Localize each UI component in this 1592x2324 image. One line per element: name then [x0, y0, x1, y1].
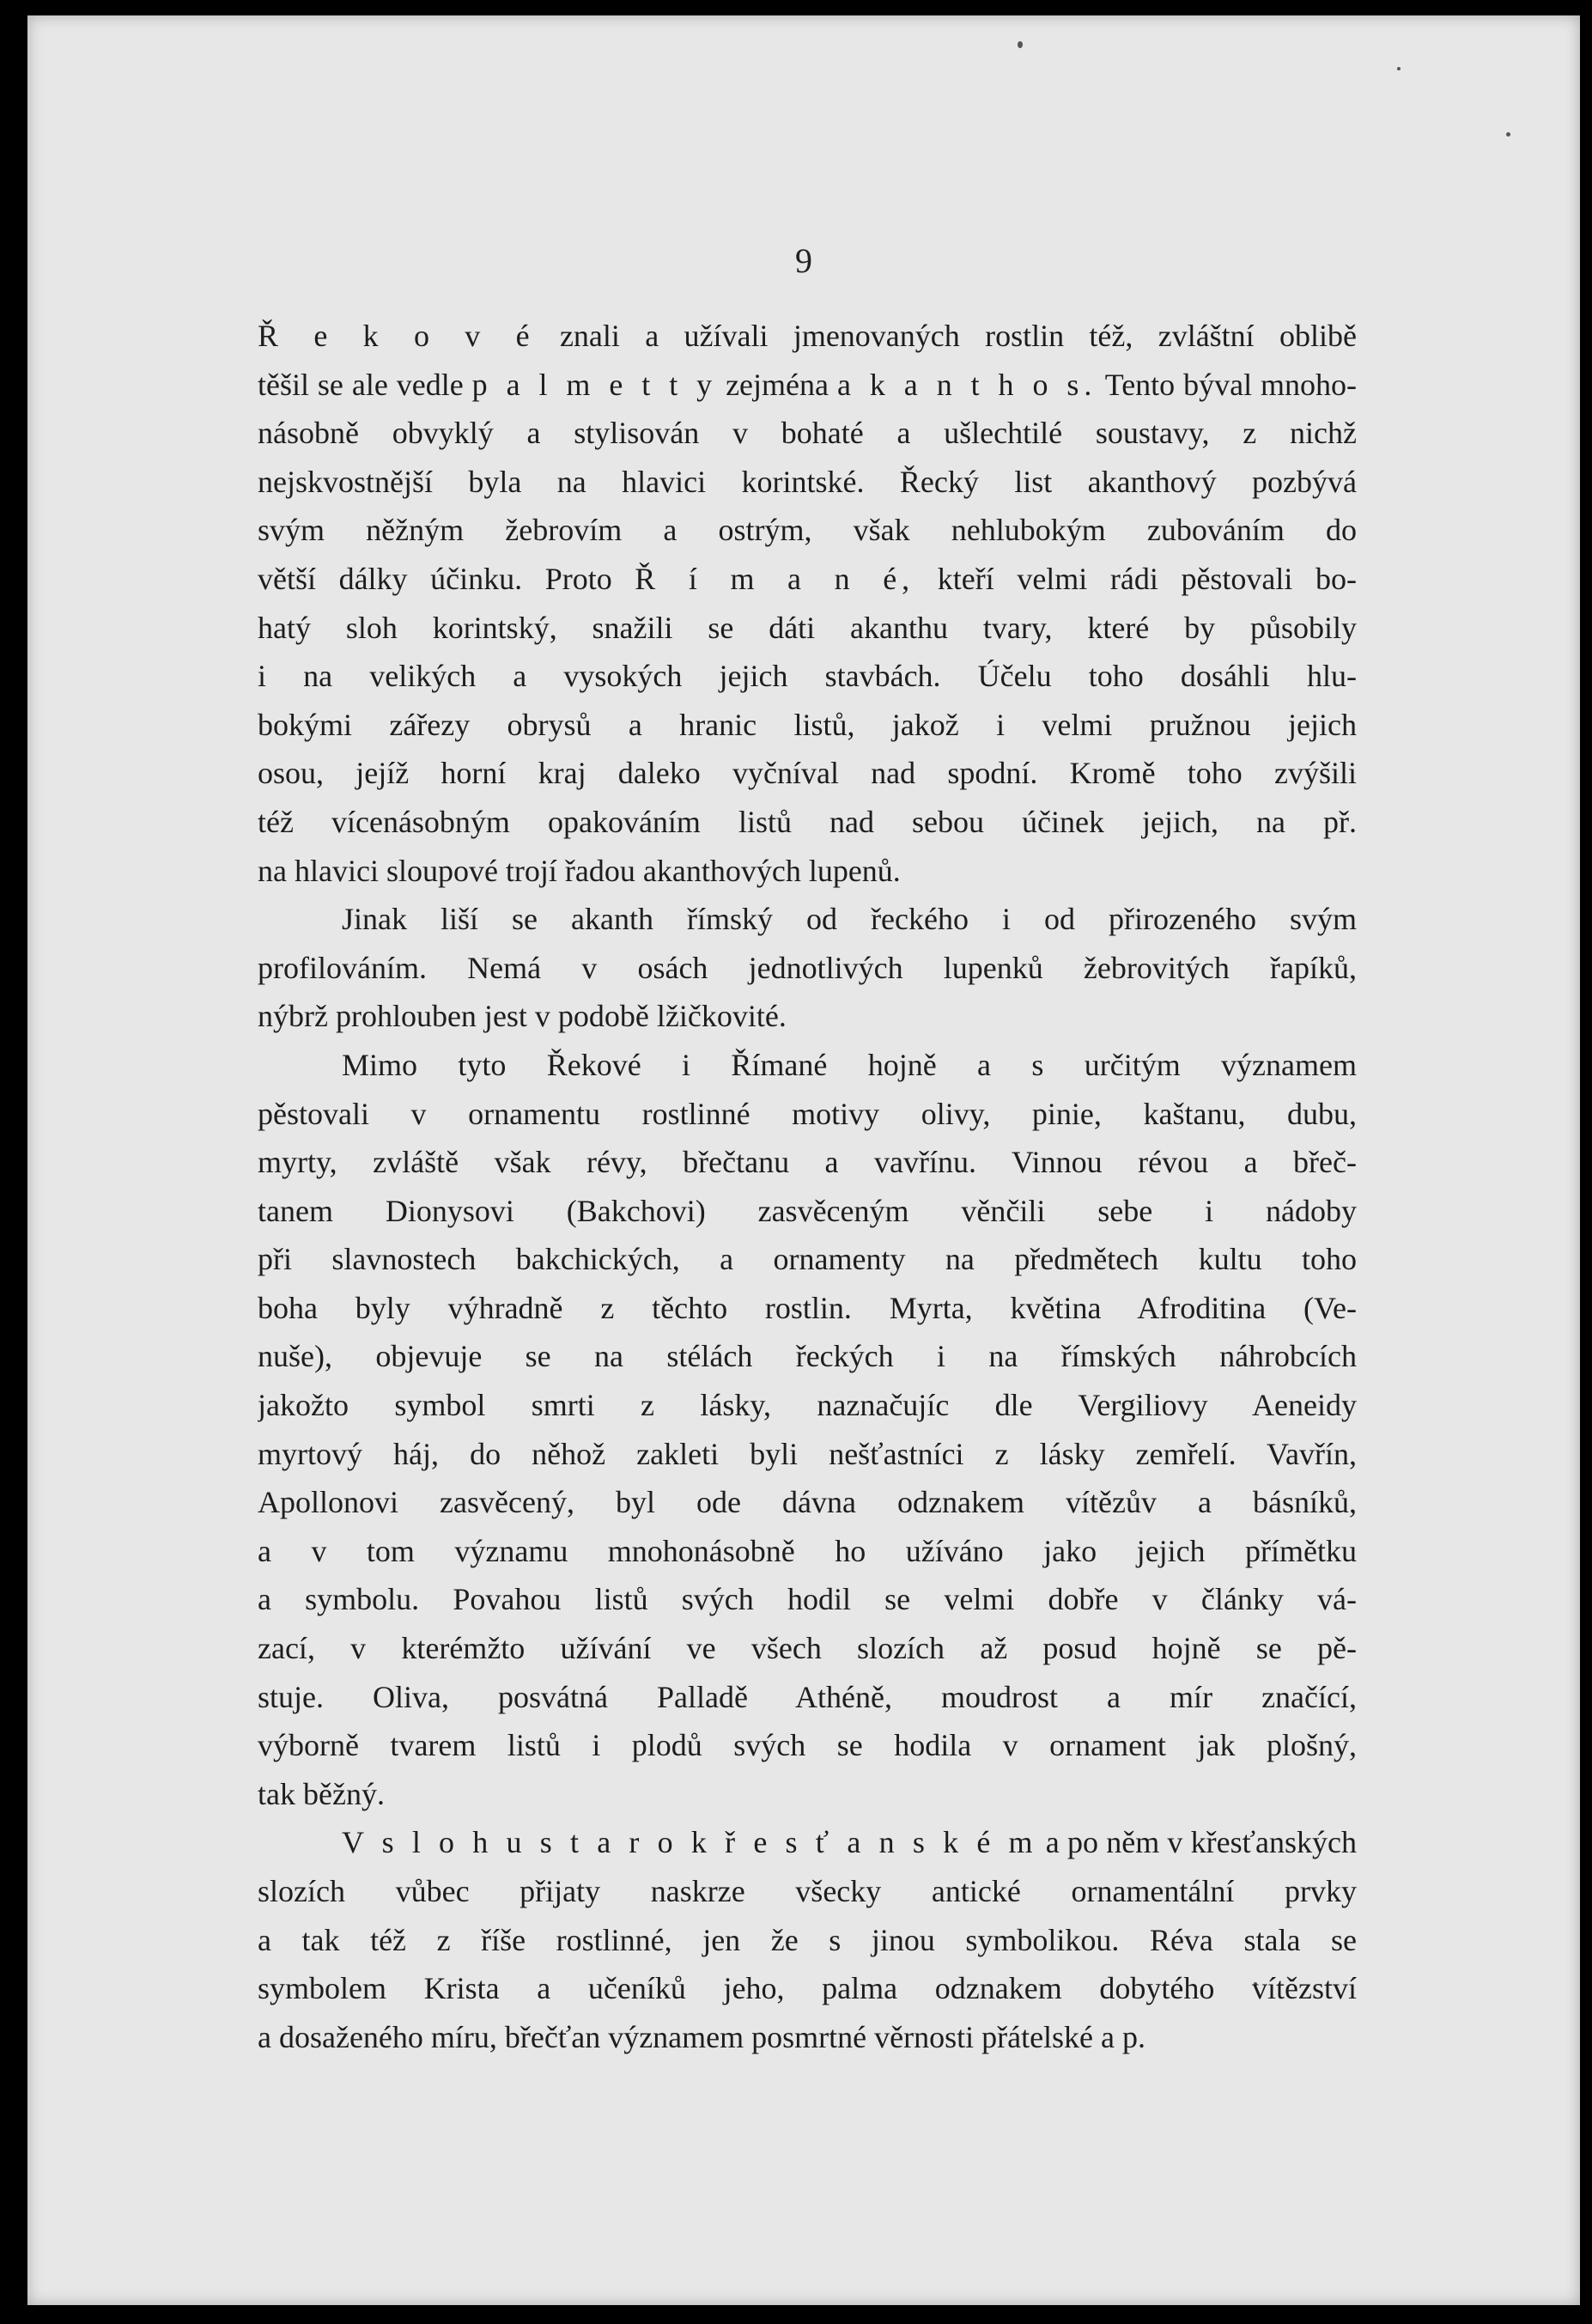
text-segment: kteří velmi rádi pěstovali bo- [914, 561, 1357, 596]
text-segment: Apollonovi zasvěcený, byl ode dávna odznakem vítězův a básníků, [258, 1485, 1357, 1520]
text-line [258, 652, 1357, 701]
text-line [258, 1916, 1357, 1965]
text-line [258, 2013, 1357, 2062]
text-line [258, 1284, 1357, 1333]
text-line [258, 1090, 1357, 1139]
text-line [258, 458, 1357, 507]
paragraph [258, 312, 1357, 895]
text-line [258, 361, 1357, 410]
text-line [258, 1818, 1357, 1867]
text-segment: znali a užívali jmenovaných rostlin též, zvláštní oblibě [534, 319, 1357, 353]
spaced-emphasis-text: Ř í m a n é, [635, 561, 915, 596]
spaced-emphasis-text: a k a n t h o s. [836, 367, 1097, 402]
text-line [258, 992, 1357, 1041]
text-line [258, 1964, 1357, 2013]
text-segment: větší dálky účinku. Proto [258, 561, 635, 596]
text-segment: tak běžný. [258, 1776, 385, 1811]
text-segment: tanem Dionysovi (Bakchovi) zasvěceným věnčili sebe i nádoby [258, 1193, 1357, 1228]
text-line [258, 1381, 1357, 1430]
paragraph [258, 1041, 1357, 1819]
text-line [258, 506, 1357, 555]
text-segment: myrty, zvláště však révy, břečtanu a vavřínu. Vinnou révou a břeč- [258, 1145, 1357, 1180]
text-segment: na hlavici sloupové trojí řadou akanthových lupenů. [258, 853, 901, 888]
text-line [258, 1430, 1357, 1479]
spaced-emphasis-text: Ř e k o v é [258, 319, 535, 353]
text-segment: boha byly výhradně z těchto rostlin. Myrta, květina Afroditina (Ve- [258, 1290, 1357, 1325]
text-line [258, 1138, 1357, 1187]
text-line [258, 1673, 1357, 1722]
text-segment: při slavnostech bakchických, a ornamenty na předmětech kultu toho [258, 1242, 1357, 1277]
text-segment: nuše), objevuje se na stélách řeckých i na římských náhrobcích [258, 1339, 1357, 1374]
text-line [258, 312, 1357, 361]
text-line [258, 1867, 1357, 1916]
text-segment: hatý sloh korintský, snažili se dáti akanthu tvary, které by působily [258, 610, 1357, 645]
text-line [258, 604, 1357, 653]
text-segment: a dosaženého míru, břečťan významem posmrtné věrnosti přátelské a p. [258, 2019, 1146, 2054]
text-segment: Tento býval mnoho- [1097, 367, 1357, 402]
scan-speck [1506, 132, 1510, 137]
text-segment: nýbrž prohlouben jest v podobě lžičkovité. [258, 999, 787, 1034]
text-line [258, 1624, 1357, 1673]
text-segment: nejskvostnější byla na hlavici korintské. Řecký list akanthový pozbývá [258, 464, 1357, 499]
text-segment: myrtový háj, do něhož zakleti byli nešťastníci z lásky zemřelí. Vavřín, [258, 1436, 1357, 1471]
page-number: 9 [795, 241, 812, 280]
paragraph [258, 895, 1357, 1041]
text-line [258, 847, 1357, 896]
text-segment: a v tom významu mnohonásobně ho užíváno jako jejich přímětku [258, 1533, 1357, 1568]
text-segment: svým něžným žebrovím a ostrým, však nehlubokým zubováním do [258, 513, 1357, 548]
text-segment: symbolem Krista a učeníků jeho, palma odznakem dobytého vítězství [258, 1971, 1357, 2006]
text-segment: výborně tvarem listů i plodů svých se hodila v ornament jak plošný, [258, 1728, 1357, 1763]
text-line [258, 1527, 1357, 1576]
text-segment: těšil se ale vedle [258, 367, 472, 402]
text-segment: zací, v kterémžto užívání ve všech slozích až posud hojně se pě- [258, 1631, 1357, 1666]
text-line [258, 1332, 1357, 1381]
scan-speck [1397, 67, 1401, 70]
text-line [258, 555, 1357, 604]
text-line [258, 944, 1357, 993]
text-segment: profilováním. Nemá v osách jednotlivých lupenků žebrovitých řapíků, [258, 950, 1357, 985]
spaced-emphasis-text: p a l m e t t y [471, 367, 718, 402]
text-line [258, 1478, 1357, 1527]
text-segment: též vícenásobným opakováním listů nad sebou účinek jejich, na př. [258, 804, 1357, 839]
text-segment: Mimo tyto Řekové i Římané hojně a s určitým významem [342, 1047, 1357, 1082]
text-segment: Jinak liší se akanth římský od řeckého i od přirozeného svým [342, 902, 1357, 937]
text-segment: i na velikých a vysokých jejich stavbách. Účelu toho dosáhli hlu- [258, 659, 1357, 694]
scan-speck [1018, 41, 1023, 48]
text-segment: násobně obvyklý a stylisován v bohaté a ušlechtilé soustavy, z nichž [258, 416, 1357, 451]
text-line [258, 1235, 1357, 1284]
text-segment: a tak též z říše rostlinné, jen že s jinou symbolikou. Réva stala se [258, 1922, 1357, 1957]
text-segment: pěstovali v ornamentu rostlinné motivy olivy, pinie, kaštanu, dubu, [258, 1096, 1357, 1131]
text-line [258, 749, 1357, 798]
text-segment: osou, jejíž horní kraj daleko vyčníval nad spodní. Kromě toho zvýšili [258, 756, 1357, 791]
text-segment: a symbolu. Povahou listů svých hodil se velmi dobře v články vá- [258, 1582, 1357, 1617]
text-segment: slozích vůbec přijaty naskrze všecky antické ornamentální prvky [258, 1874, 1357, 1908]
text-line [258, 798, 1357, 847]
scanned-page [27, 15, 1580, 2305]
text-line [258, 1187, 1357, 1236]
text-segment: stuje. Oliva, posvátná Palladě Athéně, moudrost a mír značící, [258, 1679, 1357, 1714]
text-line [258, 1041, 1357, 1090]
text-segment: jakožto symbol smrti z lásky, naznačujíc dle Vergiliovy Aeneidy [258, 1388, 1357, 1423]
spaced-emphasis-text: V s l o h u s t a r o k ř e s ť a n s k é m [342, 1825, 1038, 1860]
text-line [258, 1575, 1357, 1624]
text-line [258, 1721, 1357, 1770]
text-line [258, 409, 1357, 458]
text-segment: a po něm v křesťanských [1037, 1825, 1357, 1860]
text-segment: zejména [717, 367, 837, 402]
text-line [258, 1770, 1357, 1819]
paragraph [258, 1818, 1357, 2061]
text-segment: bokými zářezy obrysů a hranic listů, jakož i velmi pružnou jejich [258, 707, 1357, 742]
text-line [258, 895, 1357, 944]
text-line [258, 701, 1357, 750]
body-text [258, 312, 1357, 2061]
